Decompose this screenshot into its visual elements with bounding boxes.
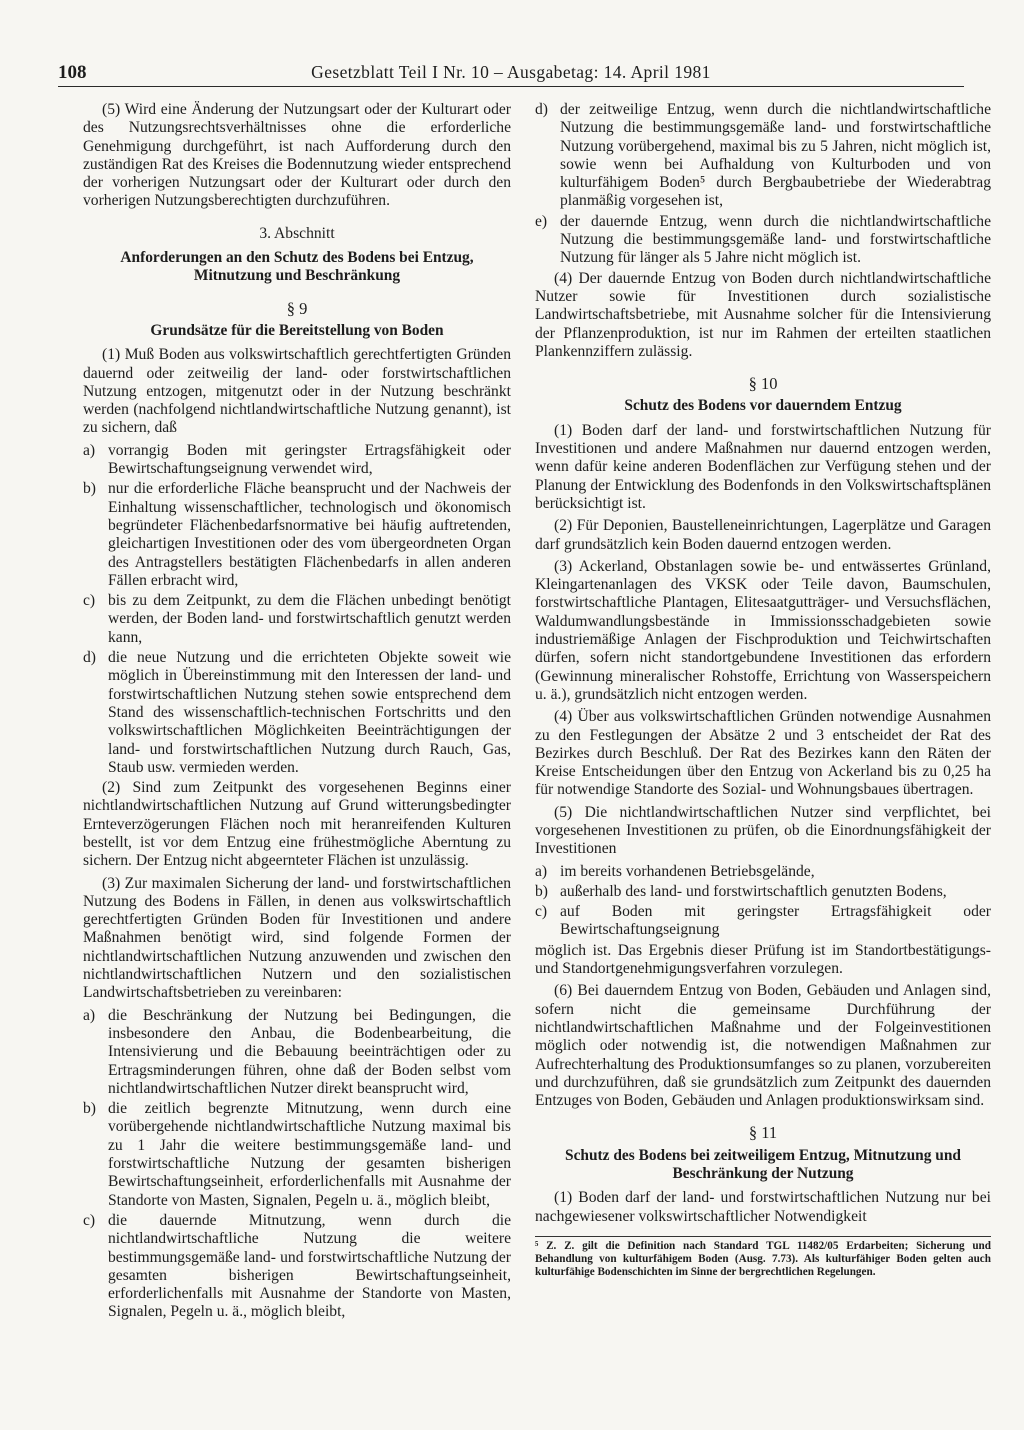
list-item <box>83 480 511 590</box>
section-title: Anforderungen an den Schutz des Bodens bei Entzug, Mitnutzung und Beschränkung <box>120 249 474 285</box>
paragraph-10-1: (1) Boden darf der land- und forstwirtschaftlichen Nutzung für Investitionen und andere Maßnahmen nur dauernd entzogen werden, wenn dafür keine anderen Bodenflächen zur Verfügung stehen und der Planung der Entwicklung des Bodenfonds in den Volkswirtschaftsplänen berücksichtigt ist. <box>535 421 991 512</box>
paragraph-10-title: Schutz des Bodens vor dauerndem Entzug <box>624 397 902 415</box>
paragraph-mark-10: § 10 <box>748 374 778 394</box>
footnote: ⁵ Z. Z. gilt die Definition nach Standard TGL 11482/05 Erdarbeiten; Sicherung und Behandlung von kulturfähigem Boden (Ausg. 7.73). Als kulturfähiger Boden gelten auch kulturfähige Bodenschichten im Sinne der bergrechtlichen Regelungen. <box>535 1236 991 1279</box>
item-label: c) <box>83 592 96 610</box>
paragraph-9-4: (4) Der dauernde Entzug von Boden durch nichtlandwirtschaftliche Nutzer sowie für Investitionen durch sozialistische Landwirtschaftsbetriebe, mit Ausnahme solcher für die Intensivierung der Pflanzenproduktion, ist nur im Rahmen der erteilten staatlichen Plankennziffern zulässig. <box>535 269 991 360</box>
item-label: e) <box>535 212 548 230</box>
paragraph-9-title: Grundsätze für die Bereitstellung von Boden <box>150 321 444 339</box>
left-column <box>83 101 511 1324</box>
item-text: die dauernde Mitnutzung, wenn durch die nichtlandwirtschaftliche Nutzung die weitere bestimmungsgemäße land- und forstwirtschaftliche Nutzung der gesamten bisherigen Bewirtschaftungseinheit, erforderlichenfalls mit Ausnahme der Standorte von Masten, Signalen, Pegeln u. ä., möglich bleibt, <box>108 1211 511 1321</box>
item-text: nur die erforderliche Fläche beansprucht und der Nachweis der Einhaltung wissenschaftlicher, technologisch und ökonomisch begründeter Flächenbedarfsnormative bei häufig auftretenden, gleichartigen Investitionen oder des vom übergeordneten Organ des Antragstellers bestätigten Flächenbedarfs in allen anderen Fällen erbracht wird, <box>108 480 511 589</box>
list-item <box>83 649 511 777</box>
item-text: die neue Nutzung und die errichteten Objekte soweit wie möglich in Übereinstimmung mit den Interessen der land- und forstwirtschaftlichen Nutzung stehen sowie entsprechend dem Stand des wissenschaftlich-technischen Fortschritts und den volkswirtschaftlichen Möglichkeiten Beeinträchtigungen der land- und forstwirtschaftlichen Nutzung durch Rauch, Gas, Staub usw. vermieden werden. <box>108 649 511 776</box>
item-label: d) <box>535 101 548 118</box>
paragraph-9-1: (1) Muß Boden aus volkswirtschaftlich gerechtfertigten Gründen dauernd oder zeitweilig der land- oder forstwirtschaftlichen Nutzung entzogen, mitgenutzt oder in der Nutzung beschränkt werden (nachfolgend nichtlandwirtschaftliche Nutzung genannt), ist zu sichern, daß <box>83 346 511 437</box>
item-label: a) <box>83 441 96 459</box>
paragraph-mark-9: § 9 <box>286 298 308 318</box>
item-label: b) <box>535 882 548 900</box>
item-text: bis zu dem Zeitpunkt, zu dem die Flächen unbedingt benötigt werden, der Boden land- und forstwirtschaftlich genutzt werden kann, <box>108 592 511 646</box>
item-label: b) <box>83 480 96 498</box>
paragraph-10-4: (4) Über aus volkswirtschaftlichen Gründen notwendige Ausnahmen zu den Festlegungen der Absätze 2 und 3 entscheidet der Rat des Bezirkes durch Beschluß. Der Rat des Bezirkes kann den Räten der Kreise Entscheidungen über den Entzug von Ackerland bis zu 0,25 ha für notwendige Standorte des Sozial- und Wohnungsbaues übertragen. <box>535 708 991 799</box>
page-number: 108 <box>58 62 87 83</box>
item-label: a) <box>535 862 548 880</box>
item-label: d) <box>83 649 96 667</box>
item-text: die zeitlich begrenzte Mitnutzung, wenn durch eine vorübergehende nichtlandwirtschaftliche Nutzung maximal bis zu 1 Jahr die weitere bestimmungsgemäße land- und forstwirtschaftliche Nutzung der gesamten bisherigen Bewirtschaftungseinheit, erforderlichenfalls mit Ausnahme der Standorte von Masten, Signalen, Pegeln u. ä., möglich bleibt, <box>108 1100 511 1209</box>
paragraph-9-2: (2) Sind zum Zeitpunkt des vorgesehenen Beginns einer nichtlandwirtschaftlichen Nutzung auf Grund witterungsbedingter Ernteverzögerungen Flächen noch mit heranreifenden Kulturen bestellt, ist vor dem Entzug eine frühestmögliche Aberntung zu sichern. Der Entzug nicht abgeernteter Flächen ist unzulässig. <box>83 779 511 870</box>
item-text: vorrangig Boden mit geringster Ertragsfähigkeit oder Bewirtschaftungseignung verwendet wird, <box>108 441 511 478</box>
list-item <box>535 213 991 268</box>
page-header <box>58 62 964 87</box>
list-item <box>535 903 991 940</box>
item-label: c) <box>83 1211 96 1229</box>
header-title: Gesetzblatt Teil I Nr. 10 – Ausgabetag: 14. April 1981 <box>311 62 711 82</box>
paragraph-10-3: (3) Ackerland, Obstanlagen sowie be- und entwässertes Grünland, Kleingartenanlagen des VKSK oder Teile davon, Baumschulen, forstwirtschaftliche Plantagen, Elitesaatgutträger- und Versuchsflächen, Waldumwandlungsbestände in Immissionsschadgebieten sowie industriemäßige Anlagen der Fischproduktion und Teichwirtschaften dürfen, sofern nicht standortgebundene Investitionen das erfordern (Gewinnung mineralischer Rohstoffe, Errichtung von Wasserspeichern u. ä.), grundsätzlich nicht entzogen werden. <box>535 557 991 703</box>
paragraph-10-2: (2) Für Deponien, Baustelleneinrichtungen, Lagerplätze und Garagen darf grundsätzlich kein Boden dauernd entzogen werden. <box>535 517 991 553</box>
item-label: c) <box>535 903 548 921</box>
item-text: im bereits vorhandenen Betriebsgelände, <box>560 862 815 880</box>
list-item <box>83 1212 511 1322</box>
paragraph-8-5: (5) Wird eine Änderung der Nutzungsart oder der Kulturart oder des Nutzungsrechtsverhältnisses ohne die erforderliche Genehmigung durchgeführt, ist nach Aufforderung durch den zuständigen Rat des Kreises die Bodennutzung wieder entsprechend der vorherigen Nutzungsart oder der Kulturart oder durch den vorherigen Nutzungsberechtigten durchzuführen. <box>83 101 511 210</box>
item-text: auf Boden mit geringster Ertragsfähigkeit oder Bewirtschaftungseignung <box>560 903 991 939</box>
item-text: die Beschränkung der Nutzung bei Bedingungen, die insbesondere den Anbau, die Bodenbearbeitung, die Intensivierung und die Bebauung beeinträchtigen oder zu Ertragsminderungen führen, ohne daß der Boden selbst vom nichtlandwirtschaftlichen Nutzer direkt beansprucht wird, <box>108 1006 511 1097</box>
paragraph-mark-11: § 11 <box>748 1123 778 1143</box>
paragraph-10-5: (5) Die nichtlandwirtschaftlichen Nutzer sind verpflichtet, bei vorgesehenen Investitionen zu prüfen, ob die Einordnungsfähigkeit der Investitionen <box>535 803 991 858</box>
list-item <box>83 442 511 479</box>
list-item <box>535 863 991 881</box>
item-text: außerhalb des land- und forstwirtschaftlich genutzten Bodens, <box>560 882 947 900</box>
right-column <box>535 101 991 1279</box>
section-label: 3. Abschnitt <box>259 224 335 242</box>
item-label: a) <box>83 1006 96 1024</box>
paragraph-10-5-end: möglich ist. Das Ergebnis dieser Prüfung ist im Standortbestätigungs- und Standortgenehmigungsverfahren vorzulegen. <box>535 941 991 978</box>
item-label: b) <box>83 1100 96 1118</box>
list-item <box>535 101 991 211</box>
list-item <box>83 592 511 647</box>
paragraph-11-title: Schutz des Bodens bei zeitweiligem Entzug, Mitnutzung und Beschränkung der Nutzung <box>565 1146 961 1183</box>
paragraph-11-1: (1) Boden darf der land- und forstwirtschaftlichen Nutzung nur bei nachgewiesener volkswirtschaftlicher Notwendigkeit <box>535 1189 991 1225</box>
item-text: der zeitweilige Entzug, wenn durch die nichtlandwirtschaftliche Nutzung die bestimmungsgemäße land- und forstwirtschaftliche Nutzung vorübergehend, maximal bis zu 5 Jahren, nicht möglich ist, sowie wenn bei Aufhaldung von Kulturboden und von kulturfähigem Boden⁵ durch Bergbaubetriebe der Wiederabtrag planmäßig vorgesehen ist, <box>560 101 991 210</box>
list-item <box>83 1100 511 1210</box>
item-text: der dauernde Entzug, wenn durch die nichtlandwirtschaftliche Nutzung die bestimmungsgemäße land- und forstwirtschaftliche Nutzung für länger als 5 Jahre nicht möglich ist. <box>560 212 991 267</box>
list-item <box>83 1007 511 1098</box>
paragraph-10-6: (6) Bei dauerndem Entzug von Boden, Gebäuden und Anlagen sind, sofern nicht die gemeinsame Durchführung der nichtlandwirtschaftlichen Maßnahme und der Folgeinvestitionen möglich oder notwendig ist, die notwendigen Maßnahmen zur Aufrechterhaltung des Produktionsumfanges so zu planen, vorzubereiten und durchzuführen, daß sie grundsätzlich zum Zeitpunkt des dauernden Entzuges von Boden, Gebäuden und Anlagen produktionswirksam sind. <box>535 982 991 1110</box>
paragraph-9-3: (3) Zur maximalen Sicherung der land- und forstwirtschaftlichen Nutzung des Bodens in Fällen, in denen aus volkswirtschaftlich gerechtfertigten Gründen Boden für Investitionen und andere Maßnahmen benötigt wird, sind folgende Formen der nichtlandwirtschaftlichen Nutzung anzuwenden und zwischen den nichtlandwirtschaftlichen Nutzern und den sozialistischen Landwirtschaftsbetrieben zu vereinbaren: <box>83 874 511 1002</box>
list-item <box>535 883 991 901</box>
